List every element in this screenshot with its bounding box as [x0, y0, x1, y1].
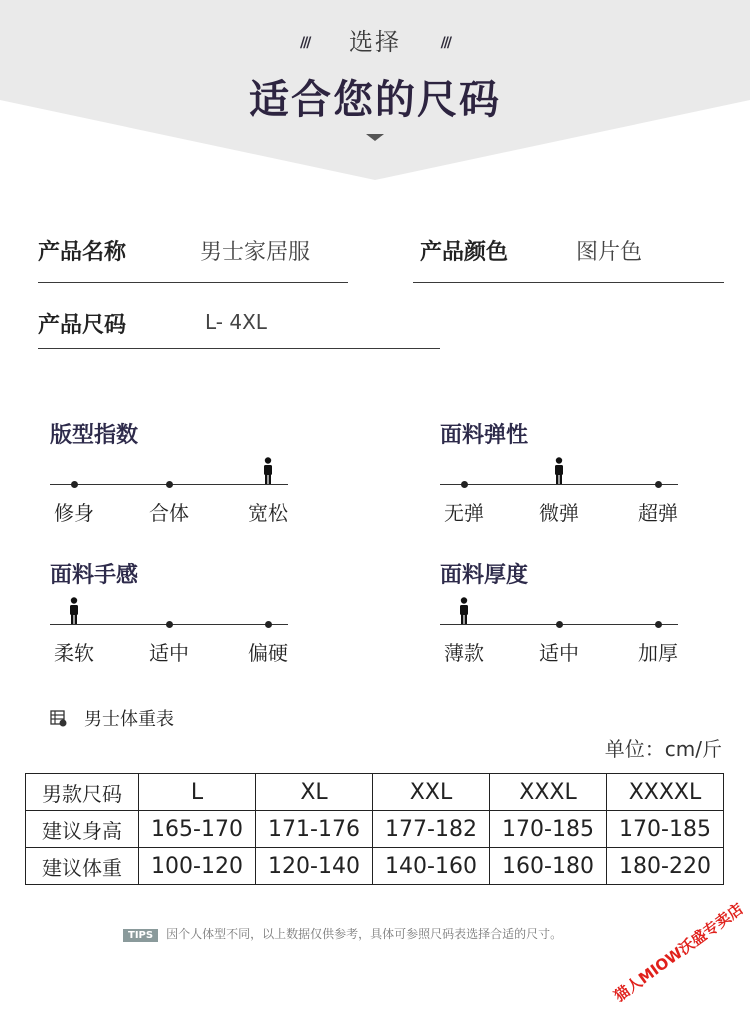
unit-label: 单位：cm/斤 — [604, 737, 722, 761]
table-cell: XL — [256, 774, 373, 811]
row-header-cell: 男款尺码 — [26, 774, 139, 811]
divider — [413, 282, 724, 283]
scale-dot — [166, 481, 173, 488]
table-cell: L — [139, 774, 256, 811]
table-cell: 140-160 — [373, 848, 490, 885]
scale-dot — [655, 621, 662, 628]
table-row — [26, 811, 724, 848]
tips-note — [123, 925, 562, 942]
table-cell: 171-176 — [256, 811, 373, 848]
product-size-value: L- 4XL — [205, 310, 267, 334]
scale-label: 柔软 — [54, 641, 94, 665]
scale-label: 微弹 — [539, 501, 579, 525]
table-cell: 177-182 — [373, 811, 490, 848]
scale-title: 面料厚度 — [440, 563, 529, 588]
scale-dot — [71, 481, 78, 488]
scale-title: 面料手感 — [50, 563, 139, 588]
tips-badge: TIPS — [123, 929, 158, 942]
product-name-label: 产品名称 — [38, 240, 127, 265]
slash-marks-right: /// — [440, 35, 450, 51]
table-cell: 170-185 — [490, 811, 607, 848]
size-table — [25, 773, 724, 885]
product-size-label: 产品尺码 — [38, 313, 127, 338]
size-table-heading-text: 男士体重表 — [84, 709, 174, 730]
shop-watermark: 猫人MIOW沃盛专卖店 — [610, 899, 747, 1006]
scale-label: 合体 — [149, 501, 189, 525]
scale-label: 无弹 — [444, 501, 484, 525]
table-cell: XXXL — [490, 774, 607, 811]
scale-label: 偏硬 — [248, 641, 288, 665]
table-icon — [50, 709, 68, 732]
tips-text: 因个人体型不同，以上数据仅供参考，具体可参照尺码表选择合适的尺寸。 — [166, 927, 563, 941]
table-cell: 100-120 — [139, 848, 256, 885]
table-cell: XXXXL — [607, 774, 724, 811]
table-cell: 120-140 — [256, 848, 373, 885]
table-cell: 160-180 — [490, 848, 607, 885]
kicker-text: 选择 — [349, 28, 401, 56]
scale-label: 超弹 — [638, 501, 678, 525]
table-header-row — [26, 774, 724, 811]
divider — [38, 348, 440, 349]
scale-dot — [556, 621, 563, 628]
scale-dot — [166, 621, 173, 628]
scale-title: 版型指数 — [50, 423, 139, 448]
table-row — [26, 848, 724, 885]
scale-dot — [265, 621, 272, 628]
table-cell: XXL — [373, 774, 490, 811]
row-header-cell: 建议身高 — [26, 811, 139, 848]
scale-label: 加厚 — [638, 641, 678, 665]
scale-label: 适中 — [539, 641, 579, 665]
scale-label: 宽松 — [248, 501, 288, 525]
slash-marks-left: /// — [300, 35, 310, 51]
scale-label: 修身 — [54, 501, 94, 525]
person-marker-icon — [553, 457, 565, 483]
scale-dot — [655, 481, 662, 488]
size-table-heading — [50, 705, 174, 732]
scale-title: 面料弹性 — [440, 423, 529, 448]
table-cell: 165-170 — [139, 811, 256, 848]
header-kicker — [0, 22, 750, 57]
table-cell: 170-185 — [607, 811, 724, 848]
person-marker-icon — [458, 597, 470, 623]
row-header-cell: 建议体重 — [26, 848, 139, 885]
person-marker-icon — [68, 597, 80, 623]
scale-label: 薄款 — [444, 641, 484, 665]
product-name-value: 男士家居服 — [200, 240, 311, 265]
divider — [38, 282, 348, 283]
person-marker-icon — [262, 457, 274, 483]
table-cell: 180-220 — [607, 848, 724, 885]
scale-label: 适中 — [149, 641, 189, 665]
product-color-label: 产品颜色 — [420, 240, 509, 265]
scale-dot — [461, 481, 468, 488]
product-color-value: 图片色 — [576, 240, 643, 265]
page-title: 适合您的尺码 — [249, 77, 501, 123]
scale-line — [440, 484, 678, 485]
